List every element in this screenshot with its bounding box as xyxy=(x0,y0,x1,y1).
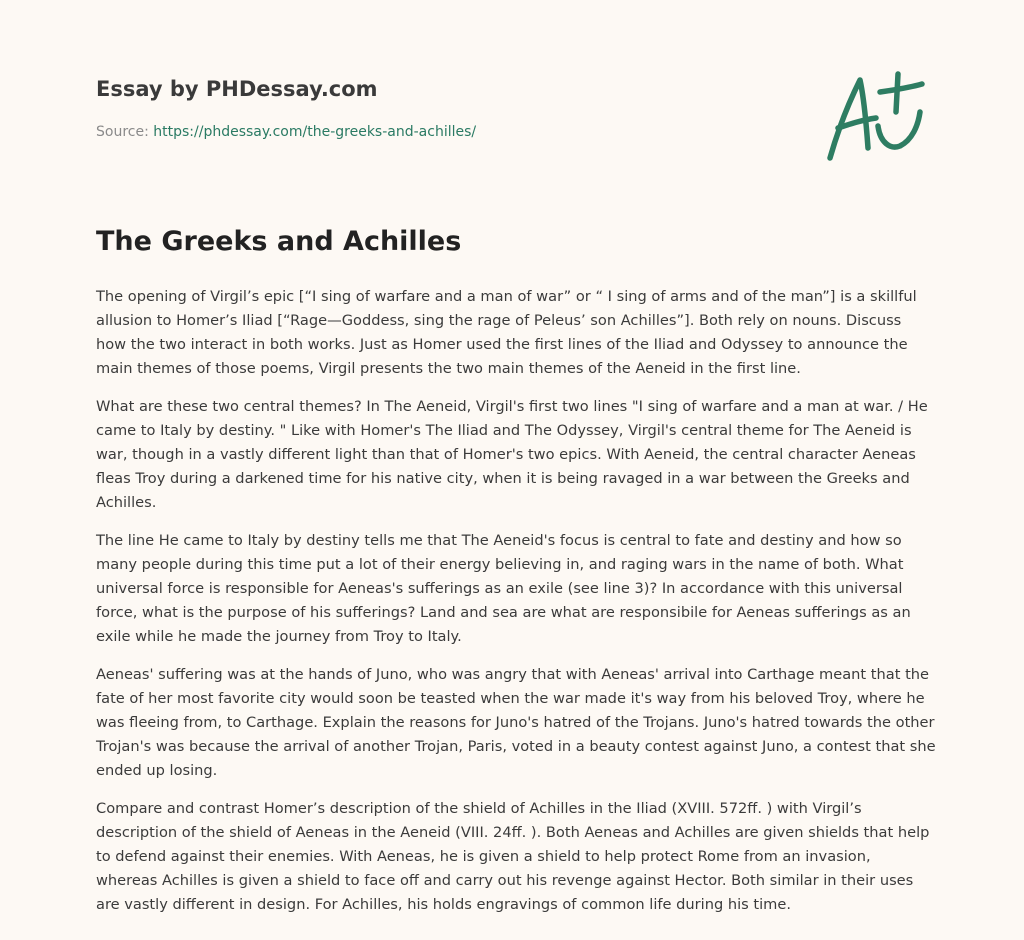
brand-heading: Essay by PHDessay.com xyxy=(96,77,378,101)
source-link[interactable]: https://phdessay.com/the-greeks-and-achilles/ xyxy=(153,124,477,140)
source-label: Source: xyxy=(96,124,149,140)
essay-title: The Greeks and Achilles xyxy=(96,226,462,257)
essay-paragraph: Compare and contrast Homer’s description of the shield of Achilles in the Iliad (XVIII. 572ff. ) with Virgil’s description of the shield of Aeneas in the Aeneid (VIII. 24ff. ). Both Aeneas and Achilles are given shields that help to defend against their enemies. With Aeneas, he is given a shield to help protect Rome from an invasion, whereas Achilles is given a shield to face off and carry out his revenge against Hector. Both similar in their uses are vastly different in design. For Achilles, his holds engravings of common life during his time. xyxy=(96,800,930,913)
essay-paragraph: The opening of Virgil’s epic [“I sing of warfare and a man of war” or “ I sing of arms and of the man”] is a skillful allusion to Homer’s Iliad [“Rage—Goddess, sing the rage of Peleus’ son Achilles”]. Both rely on nouns. Discuss how the two interact in both works. Just as Homer used the first lines of the Iliad and Odyssey to announce the main themes of those poems, Virgil presents the two main themes of the Aeneid in the first line. xyxy=(96,288,917,377)
essay-body xyxy=(96,285,936,931)
source-line xyxy=(96,124,476,140)
essay-paragraph: The line He came to Italy by destiny tells me that The Aeneid's focus is central to fate and destiny and how so many people during this time put a lot of their energy believing in, and raging wars in the name of both. What universal force is responsible for Aeneas's sufferings as an exile (see line 3)? In accordance with this universal force, what is the purpose of his sufferings? Land and sea are what are responsibile for Aeneas sufferings as an exile while he made the journey from Troy to Italy. xyxy=(96,532,911,645)
a-plus-logo-icon xyxy=(824,68,928,164)
essay-paragraph: What are these two central themes? In The Aeneid, Virgil's first two lines "I sing of warfare and a man at war. / He came to Italy by destiny. " Like with Homer's The Iliad and The Odyssey, Virgil's central theme for The Aeneid is war, though in a vastly different light than that of Homer's two epics. With Aeneid, the central character Aeneas fleas Troy during a darkened time for his native city, when it is being ravaged in a war between the Greeks and Achilles. xyxy=(96,398,928,511)
essay-paragraph: Aeneas' suffering was at the hands of Juno, who was angry that with Aeneas' arrival into Carthage meant that the fate of her most favorite city would soon be teasted when the war made it's way from his beloved Troy, where he was fleeing from, to Carthage. Explain the reasons for Juno's hatred of the Trojans. Juno's hatred towards the other Trojan's was because the arrival of another Trojan, Paris, voted in a beauty contest against Juno, a contest that she ended up losing. xyxy=(96,666,936,779)
